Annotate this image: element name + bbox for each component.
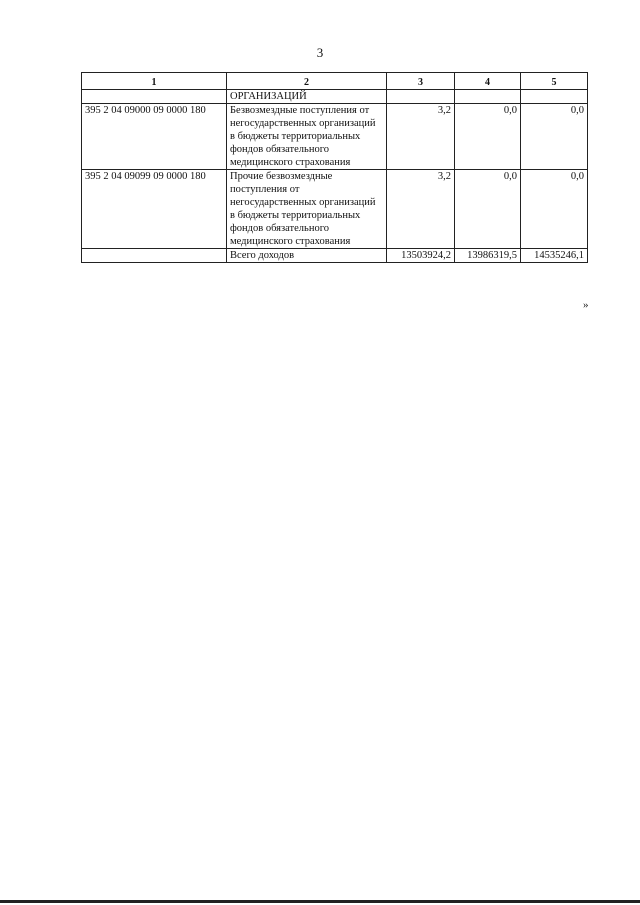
name-cell: Прочие безвозмездные поступления от негосударственных организаций в бюджеты территориальных фондов обязательного медицинского страхования [227,170,387,249]
total-value-cell: 13986319,5 [455,249,521,263]
value-cell: 0,0 [521,170,588,249]
value-cell [521,90,588,104]
column-header-5: 5 [521,73,588,90]
code-cell: 395 2 04 09000 09 0000 180 [82,104,227,170]
value-cell: 3,2 [387,104,455,170]
value-cell: 3,2 [387,170,455,249]
closing-quote-mark: » [583,299,589,311]
table-row-total [82,249,588,263]
value-cell [387,90,455,104]
column-header-1: 1 [82,73,227,90]
code-cell [82,90,227,104]
code-cell [82,249,227,263]
value-cell: 0,0 [521,104,588,170]
page-number: 3 [316,45,324,60]
value-cell: 0,0 [455,104,521,170]
table-row-continuation [82,90,588,104]
total-label-cell: Всего доходов [227,249,387,263]
table-row [82,170,588,249]
name-cell: ОРГАНИЗАЦИЙ [227,90,387,104]
column-header-2: 2 [227,73,387,90]
column-header-3: 3 [387,73,455,90]
code-cell: 395 2 04 09099 09 0000 180 [82,170,227,249]
total-value-cell: 14535246,1 [521,249,588,263]
table-row [82,104,588,170]
table-header-row [82,73,588,90]
budget-table [81,72,588,263]
value-cell: 0,0 [455,170,521,249]
column-header-4: 4 [455,73,521,90]
total-value-cell: 13503924,2 [387,249,455,263]
value-cell [455,90,521,104]
name-cell: Безвозмездные поступления от негосударственных организаций в бюджеты территориальных фондов обязательного медицинского страхования [227,104,387,170]
scan-bottom-edge [0,900,640,903]
